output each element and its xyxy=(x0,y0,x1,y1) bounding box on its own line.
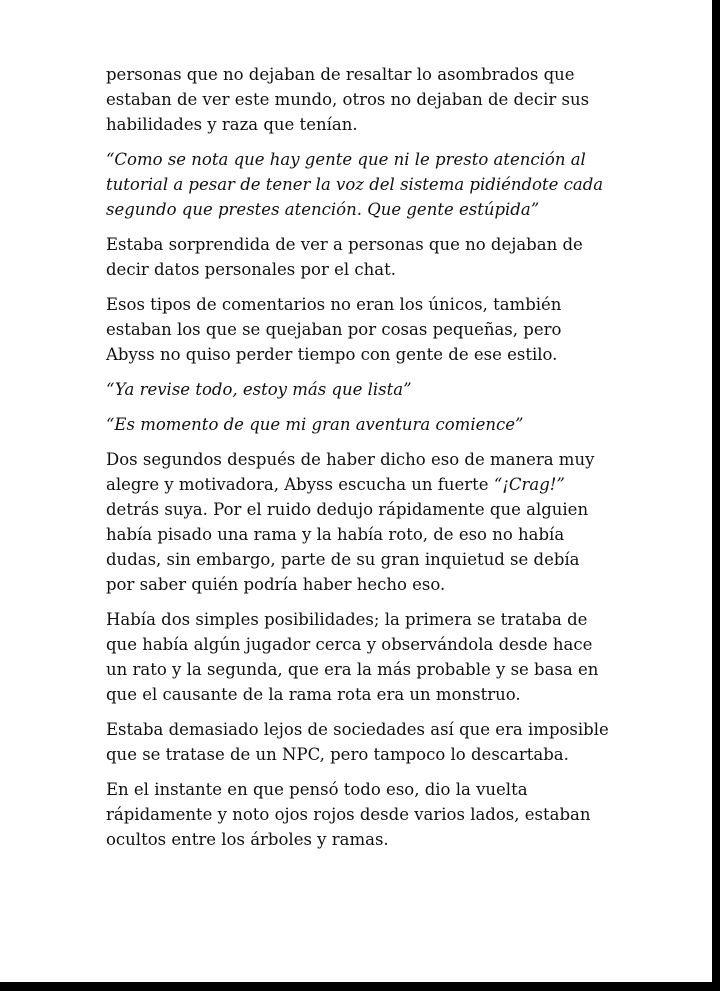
paragraph-3: Esos tipos de comentarios no eran los únicos, también estaban los que se quejaban por cosas pequeñas, pero Abyss no quiso perder tiempo con gente de ese estilo. xyxy=(106,295,562,364)
page-text xyxy=(106,62,612,862)
sound-effect: “¡Crag!” xyxy=(493,475,565,494)
paragraph-5: Había dos simples posibilidades; la primera se trataba de que había algún jugador cerca y observándola desde hace un rato y la segunda, que era la más probable y se basa en que el causante de la rama rota era un monstruo. xyxy=(106,610,599,704)
quote-paragraph-1: “Como se nota que hay gente que ni le presto atención al tutorial a pesar de tener la voz del sistema pidiéndote cada segundo que prestes atención. Que gente estúpida” xyxy=(106,150,604,219)
quote-paragraph-2: “Ya revise todo, estoy más que lista” xyxy=(106,380,412,399)
paragraph-7: En el instante en que pensó todo eso, dio la vuelta rápidamente y noto ojos rojos desde varios lados, estaban ocultos entre los árboles y ramas. xyxy=(106,780,591,849)
quote-paragraph-3: “Es momento de que mi gran aventura comience” xyxy=(106,415,524,434)
paragraph-4-end: detrás suya. Por el ruido dedujo rápidamente que alguien había pisado una rama y la había roto, de eso no había dudas, sin embargo, parte de su gran inquietud se debía por saber quién podría haber hecho eso. xyxy=(106,500,589,594)
paragraph-1: personas que no dejaban de resaltar lo asombrados que estaban de ver este mundo, otros no dejaban de decir sus habilidades y raza que tenían. xyxy=(106,65,590,134)
paragraph-4-start: Dos segundos después de haber dicho eso de manera muy alegre y motivadora, Abyss escucha un fuerte xyxy=(106,450,595,494)
paragraph-6: Estaba demasiado lejos de sociedades así que era imposible que se tratase de un NPC, pero tampoco lo descartaba. xyxy=(106,720,609,764)
paragraph-4 xyxy=(106,447,612,597)
paragraph-2: Estaba sorprendida de ver a personas que no dejaban de decir datos personales por el chat. xyxy=(106,235,583,279)
